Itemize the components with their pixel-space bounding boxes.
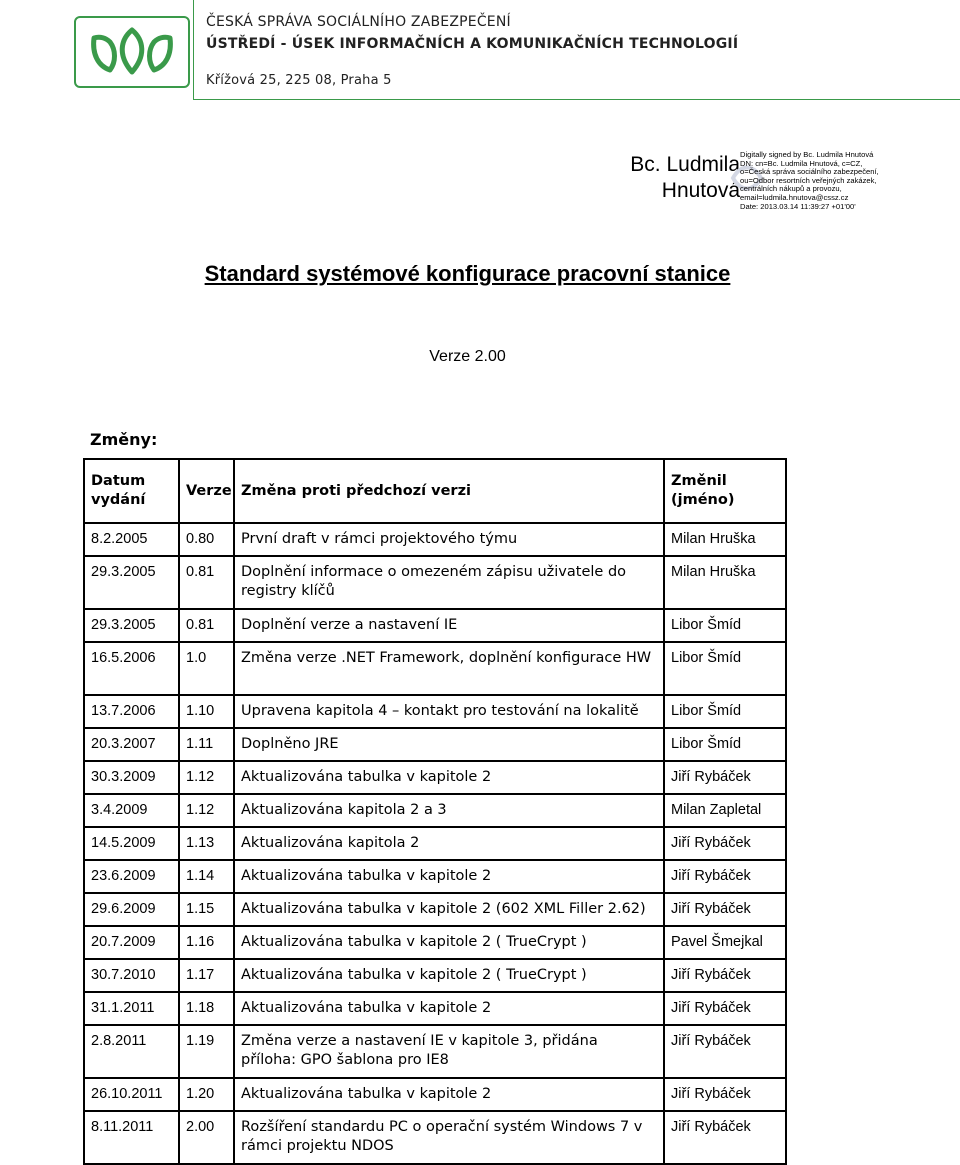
signature-details — [740, 151, 950, 211]
table-row — [84, 1078, 786, 1111]
header-date-line2: vydání — [91, 492, 146, 508]
cell-author: Jiří Rybáček — [664, 1025, 786, 1078]
table-row — [84, 1111, 786, 1164]
cell-date: 30.7.2010 — [84, 959, 179, 992]
cell-author: Jiří Rybáček — [664, 860, 786, 893]
cell-version: 1.12 — [179, 794, 234, 827]
table-row — [84, 695, 786, 728]
cell-version: 1.12 — [179, 761, 234, 794]
header-change: Změna proti předchozí verzi — [234, 459, 664, 523]
cell-change: Aktualizována tabulka v kapitole 2 — [234, 992, 664, 1025]
cell-version: 1.19 — [179, 1025, 234, 1078]
table-row — [84, 860, 786, 893]
header-version: Verze — [179, 459, 234, 523]
cell-version: 1.11 — [179, 728, 234, 761]
cell-version: 1.10 — [179, 695, 234, 728]
cell-change: Aktualizována tabulka v kapitole 2 — [234, 761, 664, 794]
org-address: Křížová 25, 225 08, Praha 5 — [206, 73, 392, 88]
table-row — [84, 609, 786, 642]
cell-author: Libor Šmíd — [664, 609, 786, 642]
signature-detail-line: ou=Odbor resortních veřejných zakázek, — [740, 175, 877, 185]
cell-change: Změna verze .NET Framework, doplnění konfigurace HW — [234, 642, 664, 695]
cell-change: Aktualizována tabulka v kapitole 2 — [234, 1078, 664, 1111]
table-row — [84, 642, 786, 695]
cell-author: Jiří Rybáček — [664, 992, 786, 1025]
cell-date: 20.3.2007 — [84, 728, 179, 761]
cell-change: Aktualizována kapitola 2 — [234, 827, 664, 860]
signature-detail-line: DN: cn=Bc. Ludmila Hnutová, c=CZ, — [740, 158, 863, 168]
cell-date: 8.2.2005 — [84, 523, 179, 556]
cell-author: Libor Šmíd — [664, 642, 786, 695]
cell-author: Jiří Rybáček — [664, 827, 786, 860]
table-row — [84, 992, 786, 1025]
cell-version: 1.16 — [179, 926, 234, 959]
change-log-table — [83, 458, 787, 1165]
document-title: Standard systémové konfigurace pracovní stanice — [204, 261, 731, 286]
signature-detail-line: o=Česká správa sociálního zabezpečení, — [740, 167, 879, 177]
cell-author: Jiří Rybáček — [664, 893, 786, 926]
table-row — [84, 1025, 786, 1078]
table-row — [84, 761, 786, 794]
cell-version: 1.17 — [179, 959, 234, 992]
cell-author: Pavel Šmejkal — [664, 926, 786, 959]
cell-author: Jiří Rybáček — [664, 1111, 786, 1164]
cell-version: 1.13 — [179, 827, 234, 860]
cell-change: Aktualizována tabulka v kapitole 2 ( TrueCrypt ) — [234, 926, 664, 959]
cell-date: 20.7.2009 — [84, 926, 179, 959]
cell-author: Jiří Rybáček — [664, 761, 786, 794]
table-header-row — [84, 459, 786, 523]
changes-heading: Změny: — [90, 430, 158, 449]
cell-change: Aktualizována tabulka v kapitole 2 (602 XML Filler 2.62) — [234, 893, 664, 926]
table-row — [84, 523, 786, 556]
cell-author: Jiří Rybáček — [664, 959, 786, 992]
cell-version: 1.18 — [179, 992, 234, 1025]
cell-author: Milan Hruška — [664, 556, 786, 609]
table-row — [84, 827, 786, 860]
cell-version: 1.0 — [179, 642, 234, 695]
cell-date: 26.10.2011 — [84, 1078, 179, 1111]
signature-detail-line: email=ludmila.hnutova@cssz.cz — [740, 192, 849, 202]
cell-author: Libor Šmíd — [664, 728, 786, 761]
header-bottom-rule — [193, 99, 960, 100]
cell-date: 14.5.2009 — [84, 827, 179, 860]
cell-version: 1.20 — [179, 1078, 234, 1111]
cell-change: Aktualizována kapitola 2 a 3 — [234, 794, 664, 827]
table-row — [84, 556, 786, 609]
cell-change: Rozšíření standardu PC o operační systém Windows 7 v rámci projektu NDOS — [234, 1111, 664, 1164]
cell-version: 1.15 — [179, 893, 234, 926]
cell-change: Doplnění informace o omezeném zápisu uživatele do registry klíčů — [234, 556, 664, 609]
header-author — [664, 459, 786, 523]
signature-name — [600, 152, 740, 204]
table-row — [84, 959, 786, 992]
cell-change: Změna verze a nastavení IE v kapitole 3, přidána příloha: GPO šablona pro IE8 — [234, 1025, 664, 1078]
signature-detail-line: Digitally signed by Bc. Ludmila Hnutová — [740, 150, 874, 159]
cell-author: Jiří Rybáček — [664, 1078, 786, 1111]
cell-date: 2.8.2011 — [84, 1025, 179, 1078]
table-row — [84, 794, 786, 827]
table-row — [84, 893, 786, 926]
cell-change: Upravena kapitola 4 – kontakt pro testování na lokalitě — [234, 695, 664, 728]
cell-date: 23.6.2009 — [84, 860, 179, 893]
cell-date: 29.3.2005 — [84, 556, 179, 609]
cell-date: 3.4.2009 — [84, 794, 179, 827]
cell-author: Milan Zapletal — [664, 794, 786, 827]
table-row — [84, 728, 786, 761]
cell-version: 0.81 — [179, 609, 234, 642]
cell-change: Doplněno JRE — [234, 728, 664, 761]
signature-name-line1: Bc. Ludmila — [630, 153, 740, 176]
cell-version: 1.14 — [179, 860, 234, 893]
header-author-line2: (jméno) — [671, 492, 735, 508]
cell-change: První draft v rámci projektového týmu — [234, 523, 664, 556]
cell-change: Aktualizována tabulka v kapitole 2 — [234, 860, 664, 893]
header-date — [84, 459, 179, 523]
cell-version: 0.81 — [179, 556, 234, 609]
cell-date: 16.5.2006 — [84, 642, 179, 695]
cssz-leaf-logo-icon — [86, 26, 178, 78]
cell-version: 2.00 — [179, 1111, 234, 1164]
cell-date: 31.1.2011 — [84, 992, 179, 1025]
cell-change: Doplnění verze a nastavení IE — [234, 609, 664, 642]
document-version: Verze 2.00 — [429, 348, 506, 365]
signature-detail-line: Date: 2013.03.14 11:39:27 +01'00' — [740, 201, 856, 211]
org-name: ČESKÁ SPRÁVA SOCIÁLNÍHO ZABEZPEČENÍ — [206, 14, 511, 30]
org-department: ÚSTŘEDÍ - ÚSEK INFORMAČNÍCH A KOMUNIKAČNÍCH TECHNOLOGIÍ — [206, 36, 739, 52]
cell-version: 0.80 — [179, 523, 234, 556]
cell-date: 8.11.2011 — [84, 1111, 179, 1164]
letterhead — [0, 0, 960, 100]
header-author-line1: Změnil — [671, 473, 727, 489]
cell-author: Libor Šmíd — [664, 695, 786, 728]
header-divider — [193, 0, 194, 100]
table-row — [84, 926, 786, 959]
cell-change: Aktualizována tabulka v kapitole 2 ( TrueCrypt ) — [234, 959, 664, 992]
header-date-line1: Datum — [91, 473, 146, 489]
cell-author: Milan Hruška — [664, 523, 786, 556]
logo — [74, 16, 190, 88]
cell-date: 29.6.2009 — [84, 893, 179, 926]
cell-date: 13.7.2006 — [84, 695, 179, 728]
cell-date: 30.3.2009 — [84, 761, 179, 794]
signature-name-line2: Hnutová — [661, 179, 740, 202]
signature-detail-line: centrálních nákupů a provozu, — [740, 184, 842, 194]
cell-date: 29.3.2005 — [84, 609, 179, 642]
